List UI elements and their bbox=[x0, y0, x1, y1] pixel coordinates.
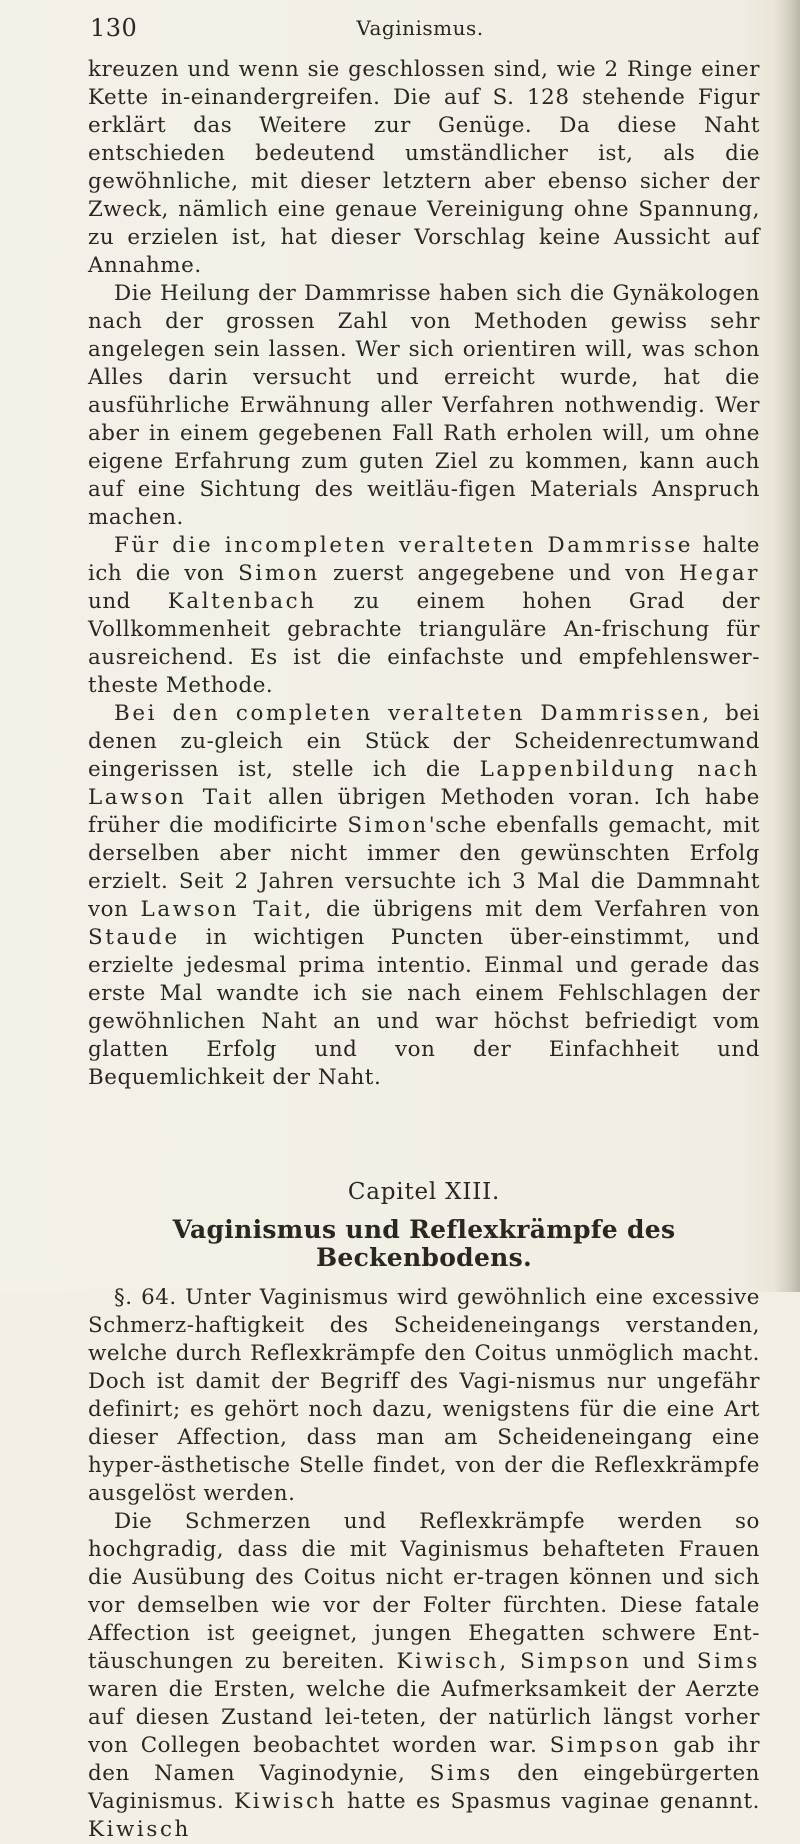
spaced-emphasis: Für die incompleten veralteten Dammrisse bbox=[114, 533, 694, 558]
author-name: Sims bbox=[696, 1649, 760, 1674]
page-number: 130 bbox=[90, 14, 138, 42]
chapter-number: Capitel XIII. bbox=[347, 1179, 501, 1205]
spaced-emphasis: Bei den completen veralteten Dammrissen, bbox=[114, 701, 712, 726]
paragraph-1: kreuzen und wenn sie geschlossen sind, wie 2 Ringe einer Kette in-einandergreifen. Die auf S. 128 stehende Figur erklärt das Weitere zur Genüge. Da diese Naht entschieden bedeutend umständlicher ist, als die gewöhnliche, mit dieser letztern aber ebenso sicher der Zweck, nämlich eine genaue Vereinigung ohne Spannung, zu erzielen ist, hat dieser Vorschlag keine Aussicht auf Annahme. bbox=[88, 57, 760, 278]
page-header bbox=[90, 14, 750, 44]
paragraph-6: Die Schmerzen und Reflexkrämpfe werden so hochgradig, dass die mit Vaginismus behafteten Frauen die Ausübung des Coitus nicht er-tragen können und sich vor demselben wie vor der Folter fürchten. Diese fatale Affection ist geeignet, jungen Ehegatten schwere Ent-täuschungen zu bereiten. Kiwisch, Simpson und Sims waren die Ersten, welche die Aufmerksamkeit der Aerzte auf diesen Zustand lei-teten, der natürlich längst vorher von Collegen beobachtet worden war. Simpson gab ihr den Namen Vaginodynie, Sims den eingebürgerten Vaginismus. Kiwisch hatte es Spasmus vaginae genannt. Kiwisch bbox=[88, 1509, 761, 1842]
page-edge-shadow bbox=[774, 0, 800, 1292]
author-name: Kaltenbach bbox=[167, 589, 317, 614]
author-name: Hegar bbox=[679, 561, 761, 586]
author-name: Simpson bbox=[549, 1733, 662, 1758]
paragraph-2: Die Heilung der Dammrisse haben sich die Gynäkologen nach der grossen Zahl von Methoden gewiss sehr angelegen sein lassen. Wer sich orientiren will, was schon Alles darin versucht und erreicht wurde, hat die ausführliche Erwähnung aller Verfahren nothwendig. Wer aber in einem gegebenen Fall Rath erholen will, um ohne eigene Erfahrung zum guten Ziel zu kommen, kann auch auf eine Sichtung des weitläu-figen Materials Anspruch machen. bbox=[88, 281, 760, 530]
author-name: Sims bbox=[429, 1761, 493, 1786]
author-name: Staude bbox=[88, 925, 180, 950]
text-body bbox=[88, 56, 760, 1844]
author-name: Kiwisch, bbox=[396, 1649, 509, 1674]
author-name: Simpson bbox=[520, 1649, 632, 1674]
author-name: Lawson Tait, bbox=[140, 897, 314, 922]
author-name: Kiwisch bbox=[234, 1789, 338, 1814]
author-name: Simon bbox=[238, 561, 320, 586]
author-name: Simon bbox=[347, 813, 429, 838]
paragraph-4: Bei den completen veralteten Dammrissen, bei denen zu-gleich ein Stück der Scheidenrectumwand eingerissen ist, stelle ich die Lappenbildung nach Lawson Tait allen übrigen Methoden voran. Ich habe früher die modificirte Simon'sche ebenfalls gemacht, mit derselben aber nicht immer den gewünschten Erfolg erzielt. Seit 2 Jahren versuchte ich 3 Mal die Dammnaht von Lawson Tait, die übrigens mit dem Verfahren von Staude in wichtigen Puncten über-einstimmt, und erzielte jedesmal prima intentio. Einmal und gerade das erste Mal wandte ich sie nach einem Fehlschlagen der gewöhnlichen Naht an und war höchst befriedigt vom glatten Erfolg und von der Einfachheit und Bequemlichkeit der Naht. bbox=[88, 701, 760, 1090]
paragraph-5: §. 64. Unter Vaginismus wird gewöhnlich eine excessive Schmerz-haftigkeit des Scheideneingangs verstanden, welche durch Reflexkrämpfe den Coitus unmöglich macht. Doch ist damit der Begriff des Vagi-nismus nur ungefähr definirt; es gehört noch dazu, wenigstens für die eine Art dieser Affection, dass man am Scheideneingang eine hyper-ästhetische Stelle findet, von der die Reflexkrämpfe ausgelöst werden. bbox=[88, 1285, 760, 1506]
running-head: Vaginismus. bbox=[356, 16, 484, 40]
spaced-emphasis: Lappenbildung nach Lawson Tait bbox=[88, 757, 760, 810]
author-name: Kiwisch bbox=[88, 1817, 191, 1842]
chapter-title: Vaginismus und Reflexkrämpfe des Beckenbodens. bbox=[172, 1215, 676, 1272]
paragraph-3: Für die incompleten veralteten Dammrisse halte ich die von Simon zuerst angegebene und von Hegar und Kaltenbach zu einem hohen Grad der Vollkommenheit gebrachte trianguläre An-frischung für ausreichend. Es ist die einfachste und empfehlenswer-theste Methode. bbox=[88, 533, 761, 698]
